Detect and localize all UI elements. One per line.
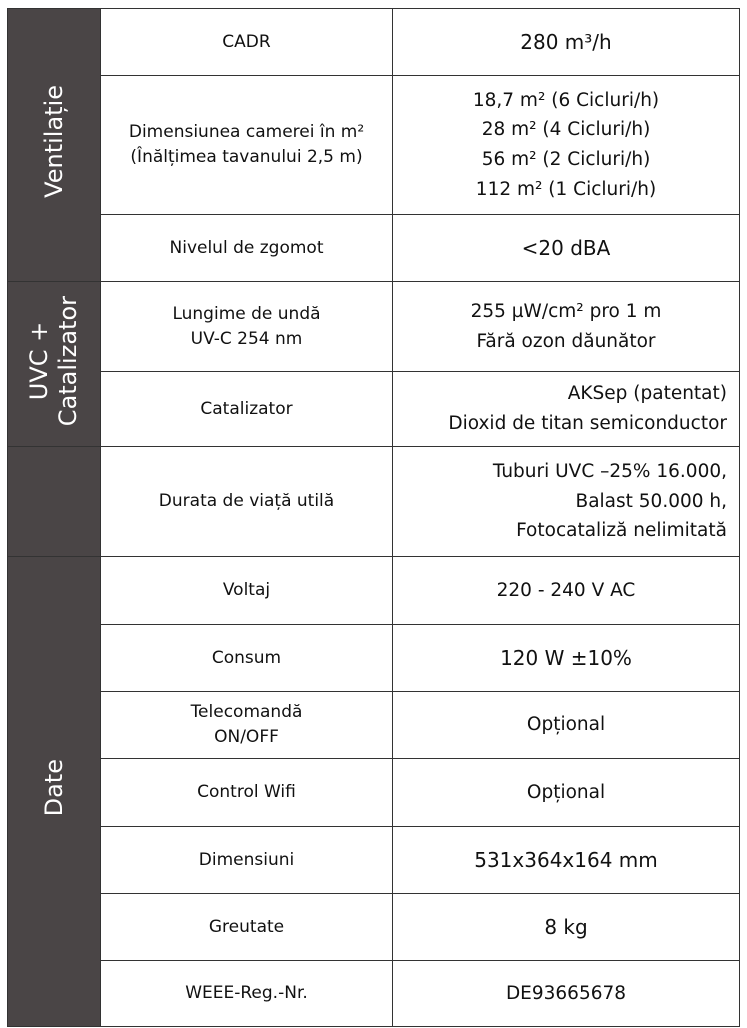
section-ventilatie bbox=[8, 9, 101, 282]
label-voltaj: Voltaj bbox=[101, 557, 393, 625]
value-consum: 120 W ±10% bbox=[393, 625, 740, 692]
table-row bbox=[8, 282, 740, 372]
label-lungime-unda: Lungime de undă UV-C 254 nm bbox=[101, 282, 393, 372]
value-cadr: 280 m³/h bbox=[393, 9, 740, 76]
table-row bbox=[8, 215, 740, 282]
label-consum: Consum bbox=[101, 625, 393, 692]
table-row bbox=[8, 759, 740, 827]
label-telecomanda: Telecomandă ON/OFF bbox=[101, 692, 393, 759]
label-catalizator: Catalizator bbox=[101, 372, 393, 447]
table-row bbox=[8, 557, 740, 625]
value-greutate: 8 kg bbox=[393, 894, 740, 961]
table-row bbox=[8, 961, 740, 1027]
spec-table bbox=[7, 8, 740, 1027]
label-control-wifi: Control Wifi bbox=[101, 759, 393, 827]
table-row bbox=[8, 76, 740, 215]
section-ventilatie-label: Ventilație bbox=[39, 85, 68, 199]
value-durata-viata: Tuburi UVC –25% 16.000, Balast 50.000 h, Fotocataliză nelimitată bbox=[393, 447, 740, 557]
value-voltaj: 220 - 240 V AC bbox=[393, 557, 740, 625]
section-uvc-label: UVC + Catalizator bbox=[25, 295, 82, 426]
label-weee: WEEE-Reg.-Nr. bbox=[101, 961, 393, 1027]
value-lungime-unda: 255 µW/cm² pro 1 m Fără ozon dăunător bbox=[393, 282, 740, 372]
value-telecomanda: Opțional bbox=[393, 692, 740, 759]
value-dimensiuni: 531x364x164 mm bbox=[393, 827, 740, 894]
value-catalizator: AKSep (patentat) Dioxid de titan semiconductor bbox=[393, 372, 740, 447]
label-cadr: CADR bbox=[101, 9, 393, 76]
section-date bbox=[8, 557, 101, 1027]
label-durata-viata: Durata de viață utilă bbox=[101, 447, 393, 557]
table-row bbox=[8, 894, 740, 961]
section-date-label: Date bbox=[39, 759, 68, 817]
table-row bbox=[8, 9, 740, 76]
label-dimensiuni: Dimensiuni bbox=[101, 827, 393, 894]
table-row bbox=[8, 372, 740, 447]
table-row bbox=[8, 827, 740, 894]
table-row bbox=[8, 692, 740, 759]
label-dimensiune-camera: Dimensiunea camerei în m² (Înălțimea tavanului 2,5 m) bbox=[101, 76, 393, 215]
value-zgomot: <20 dBA bbox=[393, 215, 740, 282]
table-row bbox=[8, 447, 740, 557]
label-zgomot: Nivelul de zgomot bbox=[101, 215, 393, 282]
value-control-wifi: Opțional bbox=[393, 759, 740, 827]
section-uvc bbox=[8, 282, 101, 447]
value-dimensiune-camera: 18,7 m² (6 Cicluri/h) 28 m² (4 Cicluri/h) 56 m² (2 Cicluri/h) 112 m² (1 Cicluri/h) bbox=[393, 76, 740, 215]
value-weee: DE93665678 bbox=[393, 961, 740, 1027]
section-empty bbox=[8, 447, 101, 557]
table-row bbox=[8, 625, 740, 692]
label-greutate: Greutate bbox=[101, 894, 393, 961]
